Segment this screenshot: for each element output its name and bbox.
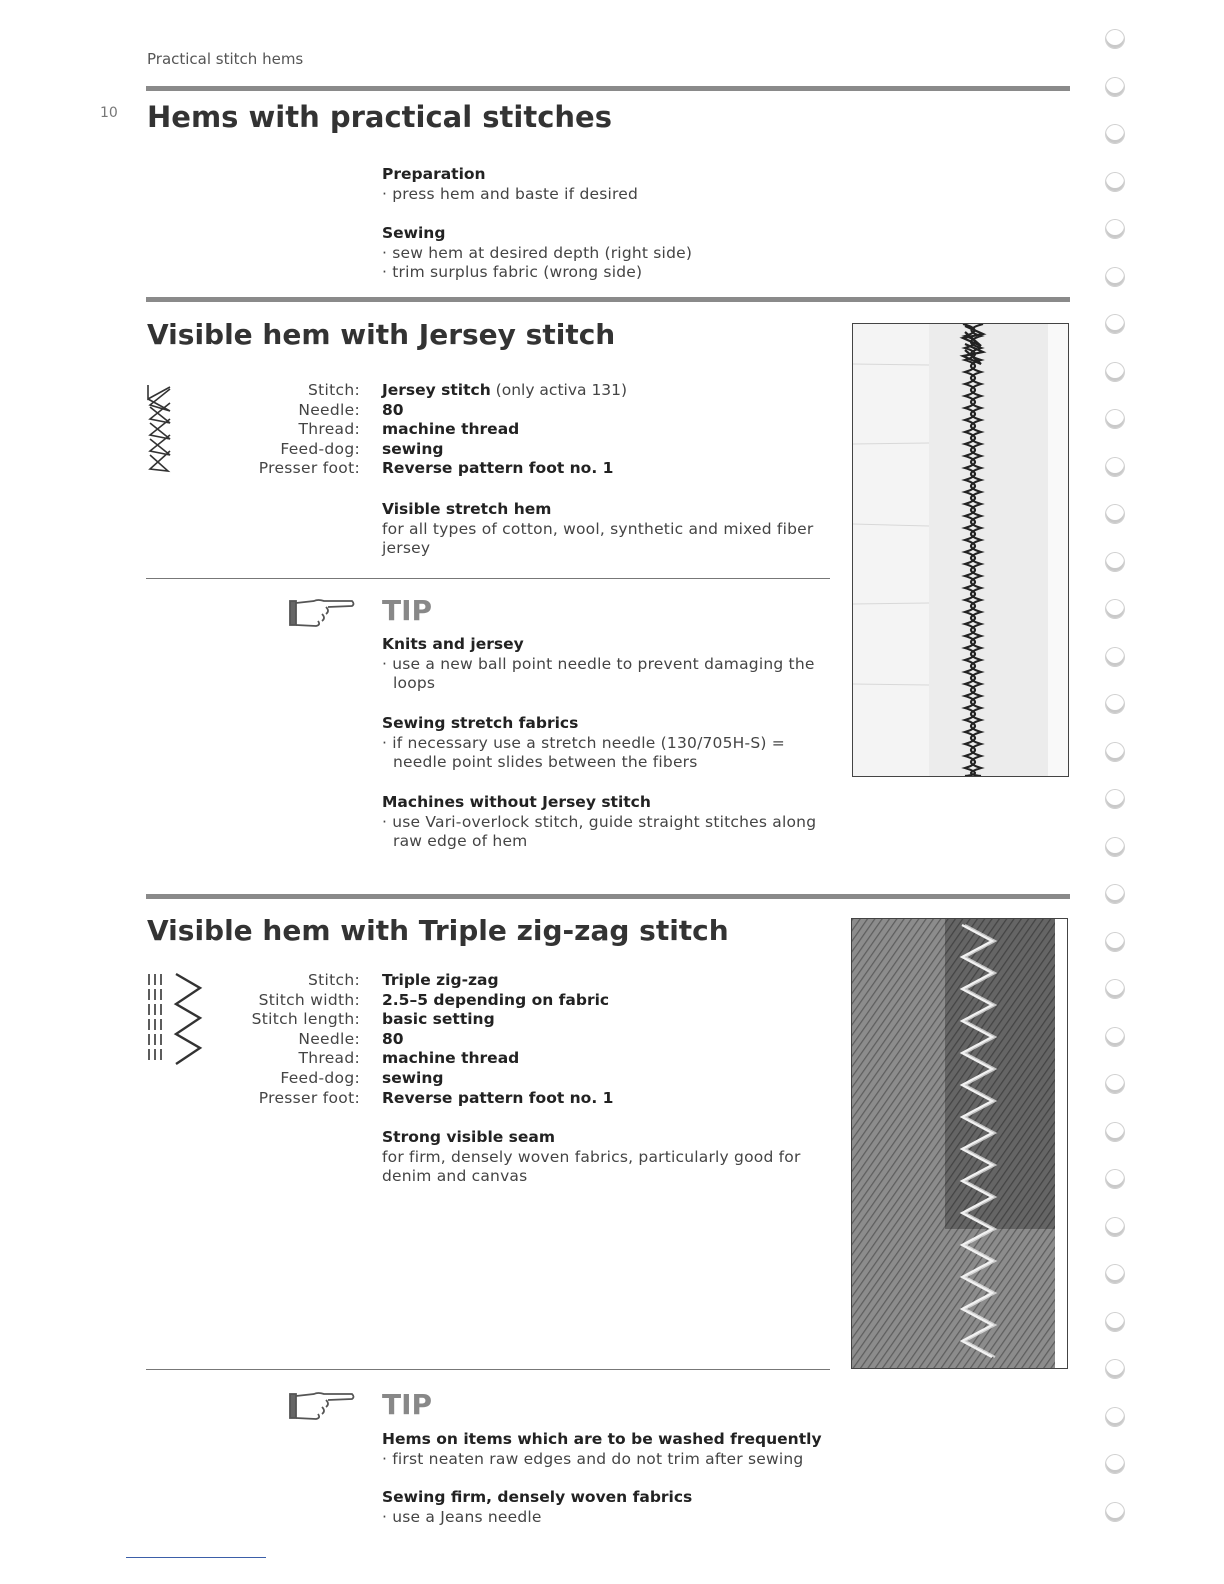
tip-heading: Machines without Jersey stitch (382, 793, 651, 811)
spec-label: Feed-dog: (280, 1068, 360, 1087)
tip-text: · use a Jeans needle (382, 1507, 542, 1526)
triple-zigzag-section-title: Visible hem with Triple zig-zag stitch (147, 914, 729, 947)
binding-hole-icon (1106, 173, 1124, 191)
triple-use-block (382, 1128, 827, 1187)
binding-hole-icon (1106, 410, 1124, 428)
spec-row (150, 459, 830, 479)
spec-label: Stitch width: (258, 990, 360, 1009)
spec-row (150, 1069, 830, 1089)
tip-item (382, 714, 827, 773)
section-rule (146, 297, 1070, 302)
jersey-section-title: Visible hem with Jersey stitch (147, 318, 616, 351)
binding-hole-icon (1106, 1218, 1124, 1236)
top-rule (146, 86, 1070, 91)
spec-value: 2.5–5 depending on fabric (382, 990, 610, 1009)
binding-hole-icon (1106, 743, 1124, 761)
binding-hole-icon (1106, 885, 1124, 903)
jersey-hem-photo (852, 323, 1069, 777)
binding-hole-icon (1106, 600, 1124, 618)
binding-hole-icon (1106, 268, 1124, 286)
preparation-item: · press hem and baste if desired (382, 184, 639, 203)
spec-row (150, 401, 830, 421)
binding-hole-icon (1106, 1075, 1124, 1093)
binding-hole-icon (1106, 933, 1124, 951)
spec-value: 80 (382, 400, 404, 419)
use-text: for firm, densely woven fabrics, particularly good for denim and canvas (382, 1147, 801, 1186)
tip-heading: Knits and jersey (382, 635, 524, 653)
spec-value: Triple zig-zag (382, 971, 499, 989)
sewing-item: · sew hem at desired depth (right side) (382, 243, 693, 262)
tip-text: · use a new ball point needle to prevent damaging the loops (382, 654, 815, 693)
binding-hole-icon (1106, 1028, 1124, 1046)
use-text: for all types of cotton, wool, synthetic and mixed fiber jersey (382, 519, 814, 558)
jersey-use-block (382, 500, 827, 559)
spec-row (150, 991, 830, 1011)
binding-hole-icon (1106, 363, 1124, 381)
page-number: 10 (100, 105, 118, 121)
spec-label: Stitch length: (251, 1010, 360, 1029)
tip-item (382, 635, 827, 694)
binding-hole-icon (1106, 980, 1124, 998)
spec-label: Feed-dog: (280, 439, 360, 458)
spec-value: Reverse pattern foot no. 1 (382, 459, 614, 478)
triple-zigzag-specs (150, 971, 830, 1108)
spec-row (150, 971, 830, 991)
binding-hole-icon (1106, 78, 1124, 96)
tip-heading: Sewing firm, densely woven fabrics (382, 1488, 693, 1506)
tip-text: · use Vari-overlock stitch, guide straight stitches along raw edge of hem (382, 812, 817, 851)
spec-value: sewing (382, 439, 444, 458)
binding-hole-icon (1106, 1503, 1124, 1521)
binding-hole-icon (1106, 458, 1124, 476)
tip-label: TIP (382, 1388, 433, 1421)
tip-heading: Hems on items which are to be washed frequently (382, 1430, 822, 1448)
spec-label: Thread: (298, 1049, 360, 1068)
preparation-block (382, 165, 827, 204)
page-title: Hems with practical stitches (147, 100, 612, 134)
spec-label: Needle: (298, 1029, 360, 1048)
use-heading: Visible stretch hem (382, 500, 552, 518)
binding-hole-icon (1106, 1123, 1124, 1141)
footer-line (126, 1557, 266, 1558)
spec-label: Stitch: (308, 971, 360, 989)
sewing-heading: Sewing (382, 224, 446, 242)
spec-value: machine thread (382, 1049, 520, 1068)
spec-value: sewing (382, 1068, 444, 1087)
tip-heading: Sewing stretch fabrics (382, 714, 579, 732)
tip-label: TIP (382, 594, 433, 627)
tip-item (382, 1488, 827, 1527)
jersey-specs (150, 381, 830, 479)
spec-row (150, 381, 830, 401)
spec-row (150, 1010, 830, 1030)
binding-hole-icon (1106, 125, 1124, 143)
binding-hole-icon (1106, 1455, 1124, 1473)
spec-value: basic setting (382, 1010, 495, 1029)
spec-label: Thread: (298, 420, 360, 439)
binding-holes (1106, 30, 1130, 1550)
binding-hole-icon (1106, 838, 1124, 856)
denim-hem-photo (851, 918, 1068, 1369)
binding-hole-icon (1106, 1408, 1124, 1426)
use-heading: Strong visible seam (382, 1128, 556, 1146)
spec-row (150, 1049, 830, 1069)
binding-hole-icon (1106, 315, 1124, 333)
binding-hole-icon (1106, 505, 1124, 523)
pointing-hand-icon (288, 595, 358, 631)
tip-divider (146, 578, 830, 579)
binding-hole-icon (1106, 1265, 1124, 1283)
spec-label: Presser foot: (258, 459, 360, 478)
running-head: Practical stitch hems (147, 50, 304, 68)
sewing-block (382, 224, 827, 283)
binding-hole-icon (1106, 30, 1124, 48)
spec-row (150, 1089, 830, 1109)
section-rule (146, 894, 1070, 899)
spec-row (150, 440, 830, 460)
tip-divider (146, 1369, 830, 1370)
sewing-item: · trim surplus fabric (wrong side) (382, 263, 643, 282)
binding-hole-icon (1106, 695, 1124, 713)
binding-hole-icon (1106, 1170, 1124, 1188)
spec-value: machine thread (382, 420, 520, 439)
spec-value: Reverse pattern foot no. 1 (382, 1088, 614, 1107)
spec-value: 80 (382, 1029, 404, 1048)
binding-hole-icon (1106, 1313, 1124, 1331)
tip-text: · if necessary use a stretch needle (130/705H-S) = needle point slides between the fibers (382, 733, 785, 772)
spec-row (150, 420, 830, 440)
spec-row (150, 1030, 830, 1050)
spec-label: Presser foot: (258, 1088, 360, 1107)
tip-text: · first neaten raw edges and do not trim after sewing (382, 1449, 804, 1468)
spec-note: (only activa 131) (490, 381, 628, 399)
tip-item (382, 793, 827, 852)
binding-hole-icon (1106, 553, 1124, 571)
binding-hole-icon (1106, 220, 1124, 238)
binding-hole-icon (1106, 1360, 1124, 1378)
tip-item (382, 1430, 827, 1469)
pointing-hand-icon (288, 1388, 358, 1424)
spec-label: Needle: (298, 400, 360, 419)
binding-hole-icon (1106, 790, 1124, 808)
preparation-heading: Preparation (382, 165, 486, 183)
spec-label: Stitch: (308, 381, 360, 399)
spec-value: Jersey stitch (382, 381, 491, 399)
binding-hole-icon (1106, 648, 1124, 666)
